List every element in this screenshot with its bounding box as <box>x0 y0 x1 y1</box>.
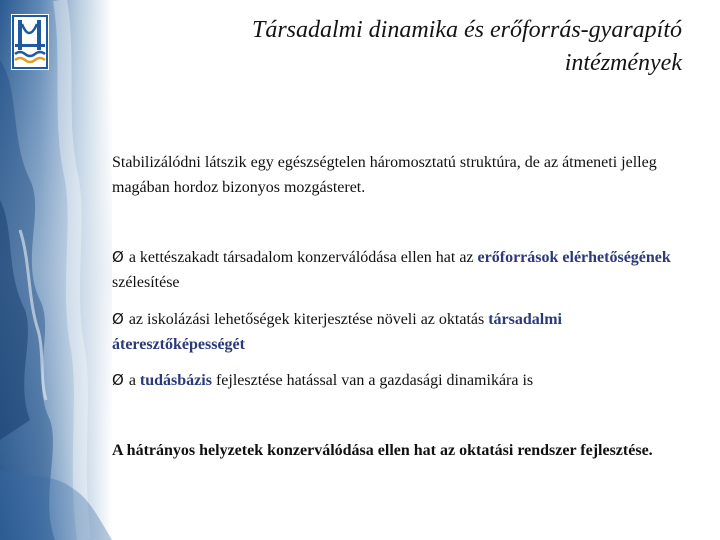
arrow-bullet-icon: Ø <box>112 310 124 328</box>
bullet-highlight: társadalmi áteresztőképességét <box>112 311 562 353</box>
intro-paragraph: Stabilizálódni látszik egy egészségtelen háromosztatú struktúra, de az átmeneti jelleg magában hordoz bizonyos mozgásteret. <box>112 154 657 196</box>
arrow-bullet-icon: Ø <box>112 371 124 389</box>
bullet-highlight: erőforrások elérhetőségének <box>477 249 671 266</box>
decorative-sidebar-image <box>0 0 112 540</box>
arrow-bullet-icon: Ø <box>112 248 124 266</box>
bullet-item <box>112 307 692 357</box>
sidebar-texture <box>0 0 112 540</box>
conclusion-text: A hátrányos helyzetek konzerválódása ellen hat az oktatási rendszer fejlesztése. <box>112 442 653 459</box>
title-line-1: Társadalmi dinamika és erőforrás-gyarapító <box>251 17 682 43</box>
bullet-highlight: tudásbázis <box>139 372 212 389</box>
slide-title <box>150 14 682 80</box>
bullet-text-end: szélesítése <box>112 274 180 291</box>
bullet-text: az iskolázási lehetőségek kiterjesztése növeli az oktatás <box>128 311 489 328</box>
title-line-2: intézmények <box>564 50 682 76</box>
bullet-text-end: fejlesztése hatással van a gazdasági dinamikára is <box>211 372 534 389</box>
bullet-text: a kettészakadt társadalom konzerválódása ellen hat az <box>128 249 478 266</box>
bridge-river-logo-icon <box>11 14 49 70</box>
bullet-text: a <box>128 372 140 389</box>
bullet-item <box>112 368 692 393</box>
bullet-item <box>112 245 692 295</box>
